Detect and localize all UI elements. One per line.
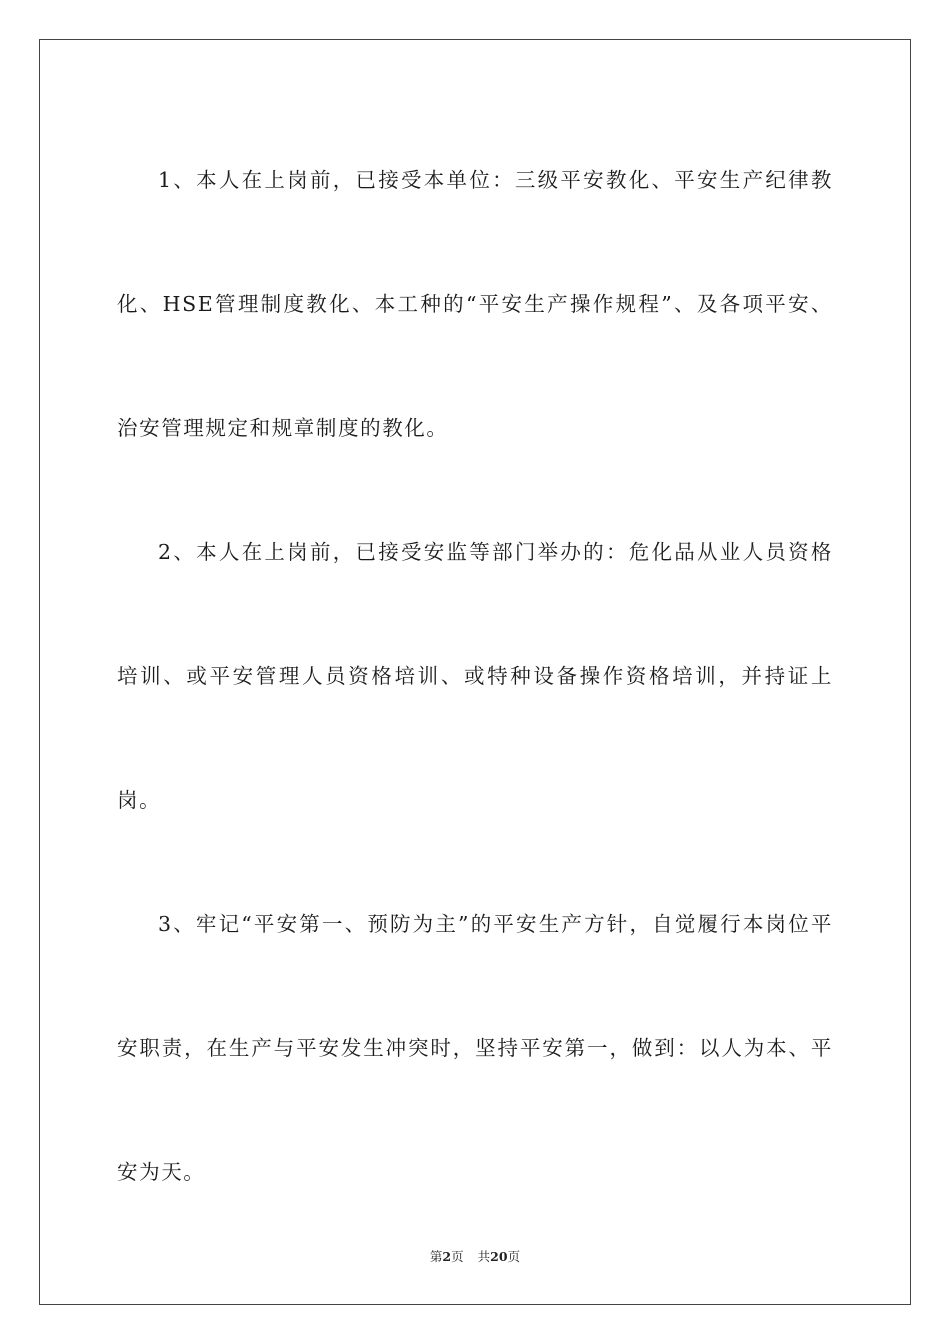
document-body [117,118,833,1234]
total-prefix: 共 [477,1249,491,1264]
paragraph-3: 3、牢记“平安第一、预防为主”的平安生产方针，自觉履行本岗位平安职责，在生产与平安发生冲突时，坚持平安第一，做到：以人为本、平安为天。 [117,912,833,1184]
page-number: 2 [442,1249,452,1264]
paragraph-2: 2、本人在上岗前，已接受安监等部门举办的：危化品从业人员资格培训、或平安管理人员资格培训、或特种设备操作资格培训，并持证上岗。 [117,540,833,812]
paragraph-1: 1、本人在上岗前，已接受本单位：三级平安教化、平安生产纪律教化、HSE管理制度教化、本工种的“平安生产操作规程”、及各项平安、治安管理规定和规章制度的教化。 [117,168,833,440]
page-prefix: 第 [429,1249,443,1264]
page-suffix: 页 [451,1249,464,1264]
page-footer [0,1247,950,1265]
total-pages: 20 [490,1249,508,1264]
total-suffix: 页 [507,1249,521,1264]
